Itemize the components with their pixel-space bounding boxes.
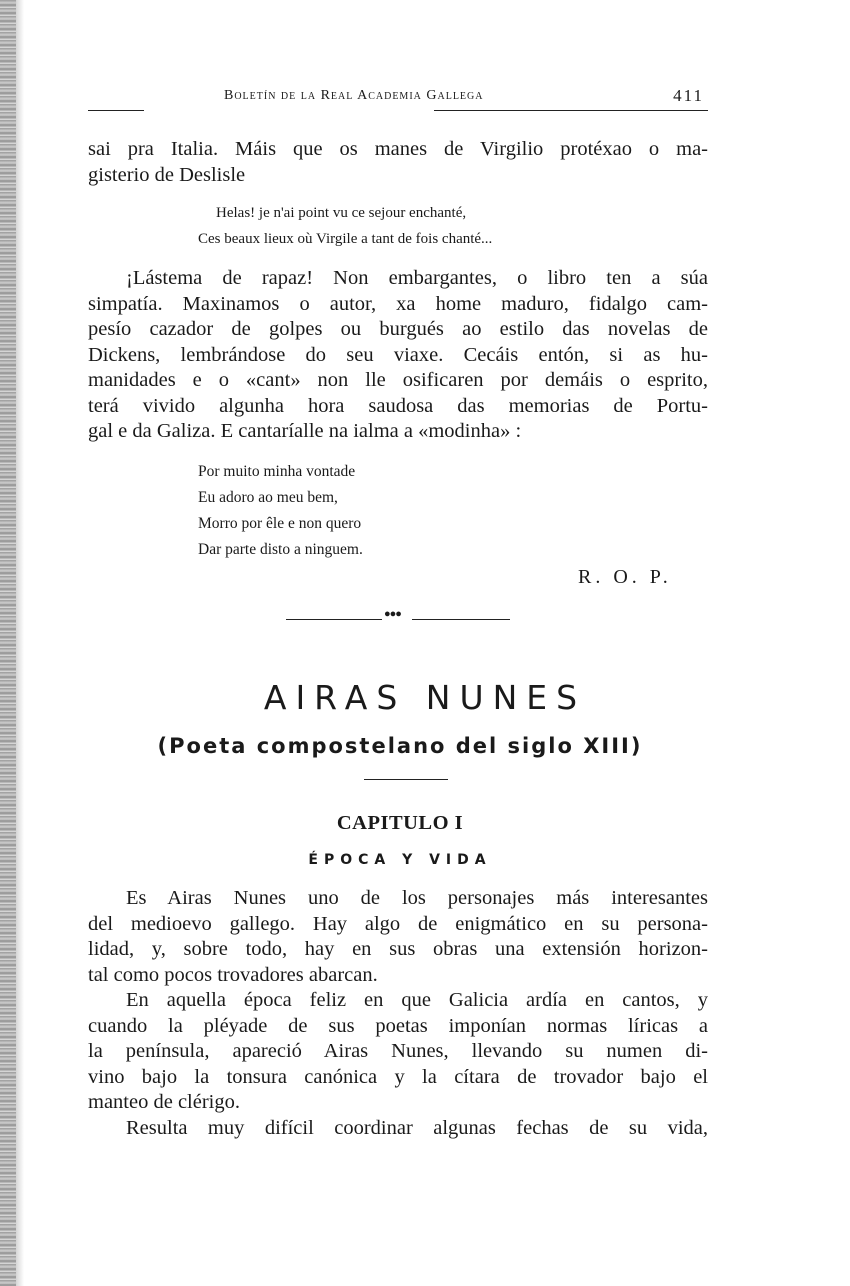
section-heading: ÉPOCA Y VIDA [308,852,492,868]
french-verse-quote [198,200,638,252]
paragraph-1 [88,137,708,188]
text-line: la península, apareció Airas Nunes, llevando su numen di- [88,1040,708,1062]
running-title: Boletín de la Real Academia Gallega [224,88,484,103]
verse-line: Ces beaux lieux où Virgile a tant de fois chanté... [198,231,493,247]
divider-dots: ●●● [384,608,401,620]
text-line: gisterio de Deslisle [88,163,246,186]
header-rule-left [88,110,144,111]
verse-line: Dar parte disto a ninguem. [198,541,363,558]
text-line: terá vivido algunha hora saudosa das memorias de Portu- [88,394,708,417]
paragraph-2 [88,266,708,445]
section-divider-ornament [286,608,510,626]
text-line: lidad, y, sobre todo, hay en sus obras una extensión horizon- [88,938,708,960]
paragraph-5 [88,1116,708,1142]
page-number: 411 [673,86,704,105]
text-line: tal como pocos trovadores abarcan. [88,963,378,986]
spine-shadow [16,0,24,1286]
text-line: sai pra Italia. Máis que os manes de Virgilio protéxao o ma- [88,138,708,160]
text-line: pesío cazador de golpes ou burgués ao estilo das novelas de [88,318,708,340]
text-line: manidades e o «cant» non lle osificaren por demáis o esprito, [88,369,708,391]
text-line: del medioevo gallego. Hay algo de enigmático en su persona- [88,912,708,935]
author-signature: R. O. P. [578,566,672,588]
article-title: AIRAS NUNES [263,678,587,717]
book-spine-edge [0,0,16,1286]
divider-bar-left [286,619,382,620]
text-line: Es Airas Nunes uno de los personajes más interesantes [126,887,708,909]
verse-line: Helas! je n'ai point vu ce sejour enchanté, [216,205,467,221]
article-subtitle: (Poeta compostelano del siglo XIII) [157,734,643,758]
text-line: vino bajo la tonsura canónica y la cítara de trovador bajo el [88,1065,708,1088]
paragraph-4 [88,988,708,1116]
text-line: manteo de clérigo. [88,1091,240,1113]
text-line: Dickens, lembrándose do seu viaxe. Cecáis entón, si as hu- [88,343,708,366]
text-line: ¡Lástema de rapaz! Non embargantes, o libro ten a súa [126,267,708,289]
title-rule [364,779,448,780]
divider-bar-right [412,619,510,620]
verse-line: Morro por êle e non quero [198,515,362,532]
page-header [88,86,708,112]
text-line: Resulta muy difícil coordinar algunas fechas de su vida, [126,1117,708,1139]
verse-line: Por muito minha vontade [198,463,356,480]
paragraph-3 [88,886,708,988]
text-line: simpatía. Maxinamos o autor, xa home maduro, fidalgo cam- [88,292,708,315]
text-line: En aquella época feliz en que Galicia ardía en cantos, y [126,989,708,1011]
chapter-heading: CAPITULO I [336,812,464,834]
text-line: cuando la pléyade de sus poetas imponían normas líricas a [88,1014,708,1037]
text-line: gal e da Galiza. E cantaríalle na ialma a «modinha» : [88,420,522,442]
verse-line: Eu adoro ao meu bem, [198,489,338,506]
header-rule-right [434,110,708,111]
portuguese-verse-quote [198,459,363,563]
